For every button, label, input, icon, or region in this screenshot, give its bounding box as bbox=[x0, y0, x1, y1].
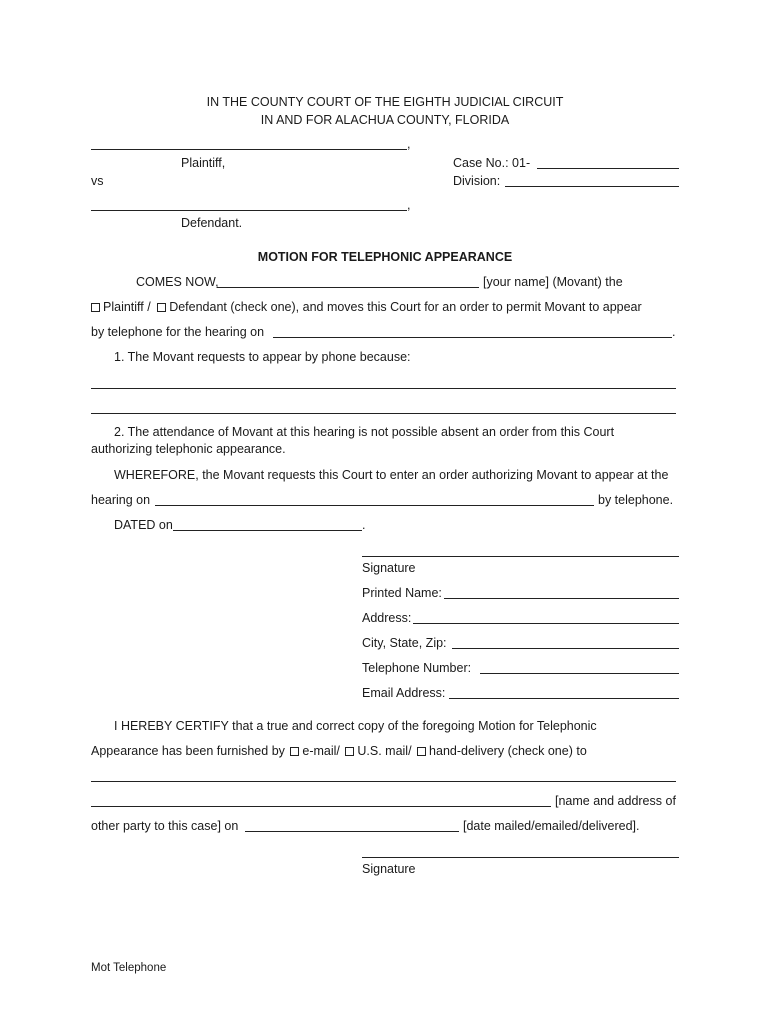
comes-now-label: COMES NOW, bbox=[136, 275, 219, 289]
date-mailed-label: [date mailed/emailed/delivered]. bbox=[463, 819, 640, 833]
defendant-label: Defendant. bbox=[181, 216, 243, 230]
furnished-by-label: Appearance has been furnished by bbox=[91, 744, 285, 758]
dated-on-label: DATED on bbox=[114, 518, 173, 532]
case-no-label: Case No.: 01- bbox=[453, 156, 531, 170]
email-checkbox[interactable] bbox=[290, 747, 299, 756]
plaintiff-comma: , bbox=[407, 137, 411, 151]
printed-name-label: Printed Name: bbox=[362, 586, 442, 600]
plaintiff-checkbox[interactable] bbox=[91, 303, 100, 312]
dated-field[interactable] bbox=[173, 530, 362, 531]
mail-option-label: U.S. mail/ bbox=[357, 744, 412, 758]
certificate-line1: I HEREBY CERTIFY that a true and correct copy of the foregoing Motion for Telephonic bbox=[114, 719, 597, 733]
division-field[interactable] bbox=[505, 186, 679, 187]
printed-name-field[interactable] bbox=[444, 598, 679, 599]
hand-delivery-checkbox[interactable] bbox=[417, 747, 426, 756]
by-telephone-label: by telephone. bbox=[598, 493, 674, 507]
wherefore-text: WHEREFORE, the Movant requests this Court to enter an order authorizing Movant to appear at the bbox=[114, 468, 669, 482]
recipient-line-2[interactable] bbox=[91, 806, 551, 807]
movant-name-field[interactable] bbox=[217, 287, 479, 288]
telephone-label: Telephone Number: bbox=[362, 661, 472, 675]
city-state-zip-label: City, State, Zip: bbox=[362, 636, 447, 650]
plaintiff-name-line[interactable] bbox=[91, 149, 407, 150]
dated-period: . bbox=[362, 518, 366, 532]
plaintiff-option-label: Plaintiff / bbox=[103, 300, 151, 314]
item-2-text-line2: authorizing telephonic appearance. bbox=[91, 442, 286, 456]
other-party-label: other party to this case] on bbox=[91, 819, 239, 833]
division-label: Division: bbox=[453, 174, 501, 188]
recipient-line-1[interactable] bbox=[91, 781, 676, 782]
city-state-zip-field[interactable] bbox=[452, 648, 679, 649]
hearing-on-label: by telephone for the hearing on bbox=[91, 325, 265, 339]
defendant-checkbox[interactable] bbox=[157, 303, 166, 312]
footer-text: Mot Telephone bbox=[91, 962, 167, 974]
certificate-line2 bbox=[91, 744, 587, 758]
hearing-date-field-2[interactable] bbox=[155, 505, 594, 506]
your-name-label: [your name] (Movant) the bbox=[483, 275, 623, 289]
address-label: Address: bbox=[362, 611, 412, 625]
vs-label: vs bbox=[91, 174, 104, 188]
item-2-text-line1: 2. The attendance of Movant at this hearing is not possible absent an order from this Court bbox=[114, 425, 615, 439]
email-option-label: e-mail/ bbox=[302, 744, 340, 758]
court-name-line1: IN THE COUNTY COURT OF THE EIGHTH JUDICIAL CIRCUIT bbox=[206, 95, 564, 109]
hearing-on-label-2: hearing on bbox=[91, 493, 151, 507]
party-choice-row bbox=[91, 300, 642, 314]
mail-checkbox[interactable] bbox=[345, 747, 354, 756]
case-no-field[interactable] bbox=[537, 168, 679, 169]
telephone-field[interactable] bbox=[480, 673, 679, 674]
address-field[interactable] bbox=[413, 623, 679, 624]
date-delivered-field[interactable] bbox=[245, 831, 459, 832]
certificate-signature-label: Signature bbox=[362, 862, 416, 876]
motion-title: MOTION FOR TELEPHONIC APPEARANCE bbox=[257, 250, 513, 264]
item-1-text: 1. The Movant requests to appear by phone because: bbox=[114, 350, 411, 364]
defendant-name-line[interactable] bbox=[91, 210, 407, 211]
court-name-line2: IN AND FOR ALACHUA COUNTY, FLORIDA bbox=[260, 113, 510, 127]
hand-delivery-option-label: hand-delivery (check one) to bbox=[429, 744, 587, 758]
defendant-option-label: Defendant (check one), and moves this Court for an order to permit Movant to appear bbox=[169, 300, 642, 314]
defendant-comma: , bbox=[407, 198, 411, 212]
reason-line-1[interactable] bbox=[91, 388, 676, 389]
hearing-date-field[interactable] bbox=[273, 337, 672, 338]
signature-line[interactable] bbox=[362, 556, 679, 557]
name-address-label: [name and address of bbox=[555, 794, 676, 808]
reason-line-2[interactable] bbox=[91, 413, 676, 414]
email-field[interactable] bbox=[449, 698, 679, 699]
plaintiff-label: Plaintiff, bbox=[181, 156, 226, 170]
email-label: Email Address: bbox=[362, 686, 446, 700]
signature-label: Signature bbox=[362, 561, 416, 575]
certificate-signature-line[interactable] bbox=[362, 857, 679, 858]
hearing-period: . bbox=[672, 325, 676, 339]
